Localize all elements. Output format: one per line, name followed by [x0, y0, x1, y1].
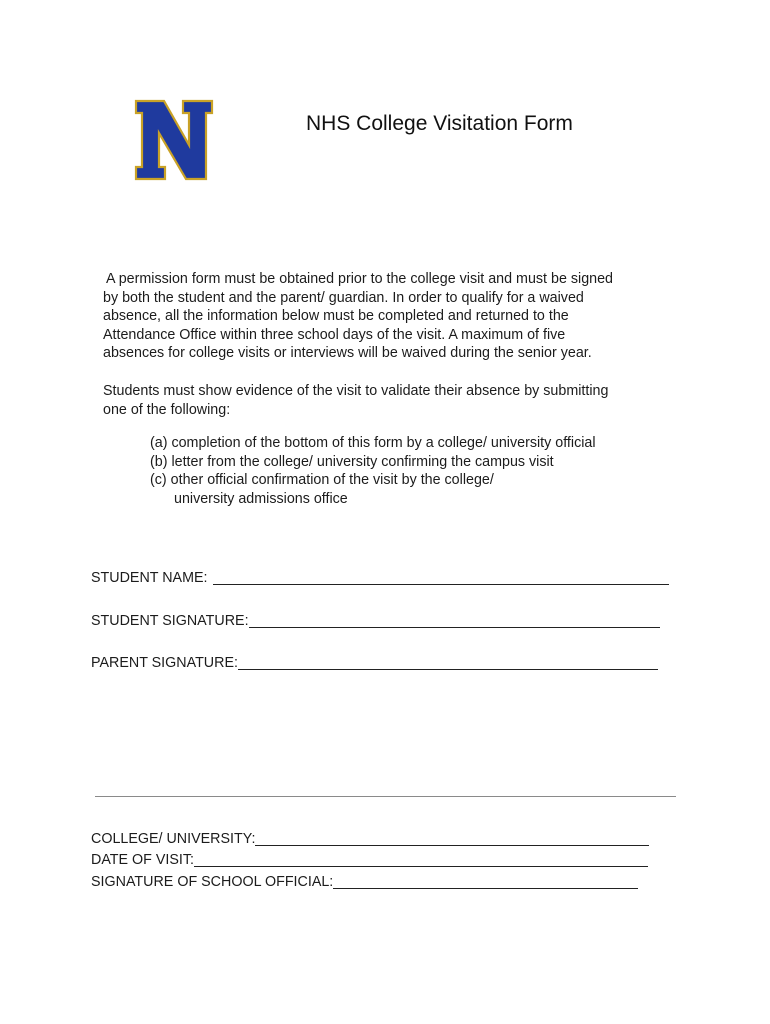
evidence-option-a: (a) completion of the bottom of this form by a college/ university official	[150, 435, 596, 451]
student-signature-field[interactable]	[91, 613, 660, 629]
student-signature-line[interactable]	[249, 613, 660, 628]
date-of-visit-field[interactable]	[91, 852, 648, 868]
parent-signature-field[interactable]	[91, 655, 658, 671]
page-title: NHS College Visitation Form	[306, 112, 573, 135]
intro-line: absences for college visits or interviews will be waived during the senior year.	[103, 345, 592, 362]
college-label: COLLEGE/ UNIVERSITY:	[91, 831, 256, 847]
school-logo	[134, 99, 214, 181]
college-line[interactable]	[255, 831, 649, 846]
intro-line: Attendance Office within three school days of the visit. A maximum of five	[103, 326, 566, 343]
student-signature-label: STUDENT SIGNATURE:	[91, 613, 249, 629]
official-signature-label: SIGNATURE OF SCHOOL OFFICIAL:	[91, 874, 334, 890]
intro-paragraph	[103, 270, 673, 363]
student-name-line[interactable]	[213, 570, 669, 585]
intro-line: A permission form must be obtained prior to the college visit and must be signed	[106, 271, 614, 287]
evidence-option-c-continued: university admissions office	[174, 490, 348, 507]
evidence-options-list	[150, 434, 596, 508]
student-name-label: STUDENT NAME:	[91, 570, 208, 586]
student-name-field[interactable]	[91, 570, 669, 586]
official-signature-line[interactable]	[333, 874, 638, 889]
official-signature-field[interactable]	[91, 874, 638, 890]
logo-letter-n	[136, 101, 212, 179]
date-of-visit-line[interactable]	[194, 852, 648, 867]
evidence-line: Students must show evidence of the visit to validate their absence by submitting	[103, 383, 609, 399]
evidence-line: one of the following:	[103, 401, 231, 418]
evidence-paragraph	[103, 382, 673, 419]
intro-line: absence, all the information below must be completed and returned to the	[103, 308, 569, 325]
intro-line: by both the student and the parent/ guardian. In order to qualify for a waived	[103, 289, 584, 306]
parent-signature-line[interactable]	[238, 655, 658, 670]
section-divider	[95, 796, 676, 797]
college-field[interactable]	[91, 831, 649, 847]
date-of-visit-label: DATE OF VISIT:	[91, 852, 195, 868]
parent-signature-label: PARENT SIGNATURE:	[91, 655, 238, 671]
evidence-option-c: (c) other official confirmation of the visit by the college/	[150, 472, 494, 489]
evidence-option-b: (b) letter from the college/ university confirming the campus visit	[150, 453, 554, 470]
